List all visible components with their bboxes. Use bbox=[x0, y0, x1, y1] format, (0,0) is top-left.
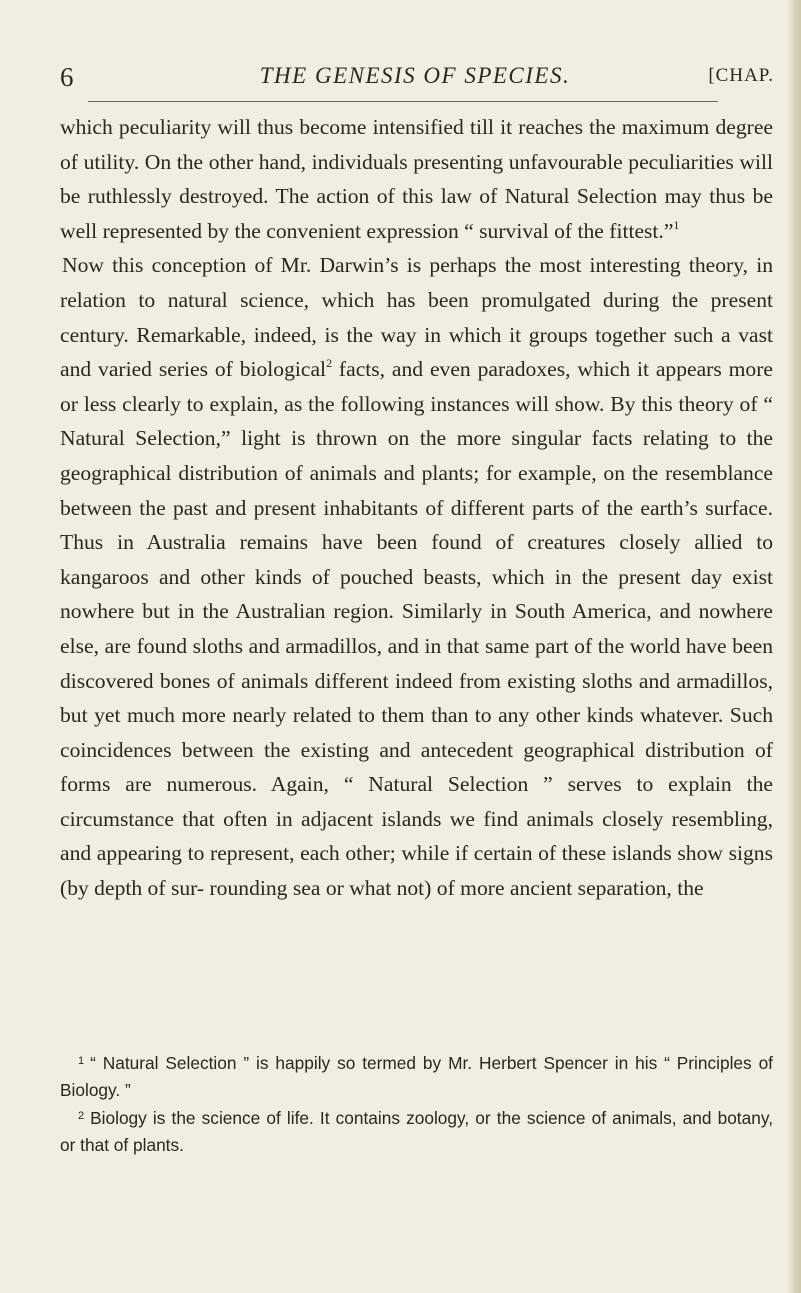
footnote-marker: 2 bbox=[78, 1110, 85, 1123]
footnote bbox=[60, 1103, 773, 1158]
paragraph-text: facts, and even paradoxes, which it appears more or less clearly to explain, as the following instances will show. By this theory of “ Natural Selection,” light is thrown on the more singular facts relating to the geographical distribution of animals and plants; for example, on the resemblance between the past and present inhabitants of different parts of the earth’s surface. Thus in Australia remains have been found of creatures closely allied to kangaroos and other kinds of pouched beasts, which in the present day exist nowhere but in the Australian region. Similarly in South America, and nowhere else, are found sloths and armadillos, and in that same part of the world have been discovered bones of animals different indeed from existing sloths and armadillos, but yet much more nearly related to them than to any other kinds whatever. Such coincidences between the existing and antecedent geographical distribution of forms are numerous. Again, “ Natural Selection ” serves to explain the circumstance that often in adjacent islands we find animals closely resembling, and appearing to represent, each other; while if certain of these islands show signs (by depth of sur- rounding sea or what not) of more ancient separation, the bbox=[60, 357, 774, 901]
page-edge-shadow bbox=[787, 0, 801, 1293]
running-head-title: THE GENESIS OF SPECIES. bbox=[259, 63, 571, 88]
footnote-text: “ Natural Selection ” is happily so termed by Mr. Herbert Spencer in his “ Principles of Biology. ” bbox=[60, 1053, 773, 1100]
body-text bbox=[60, 110, 773, 906]
running-head-chapter: [CHAP. bbox=[708, 65, 774, 86]
footnote-reference: 1 bbox=[673, 217, 680, 232]
footnote-reference: 2 bbox=[326, 356, 333, 371]
paragraph-text: Now this conception of Mr. Darwin’s is perhaps the most interesting theory, in relation to natural science, which has been promulgated during the present century. Remarkable, indeed, is the way in which it groups together such a vast and varied series of biological bbox=[60, 253, 773, 382]
page-number: 6 bbox=[60, 62, 74, 92]
header-rule bbox=[88, 101, 718, 102]
running-head bbox=[60, 62, 774, 96]
footnote bbox=[60, 1048, 773, 1103]
paragraph bbox=[60, 110, 773, 248]
footnote-marker: 1 bbox=[78, 1055, 85, 1067]
paragraph-text: which peculiarity will thus become intensified till it reaches the maximum degree of utility. On the other hand, individuals presenting unfavourable peculiarities will be ruthlessly destroyed. The action of this law of Natural Selection may thus be well represented by the convenient expression “ survival of the fittest.” bbox=[60, 115, 773, 243]
footnotes bbox=[60, 1048, 773, 1158]
footnote-text: Biology is the science of life. It contains zoology, or the science of animals, and botany, or that of plants. bbox=[60, 1108, 773, 1155]
paragraph bbox=[60, 248, 773, 905]
